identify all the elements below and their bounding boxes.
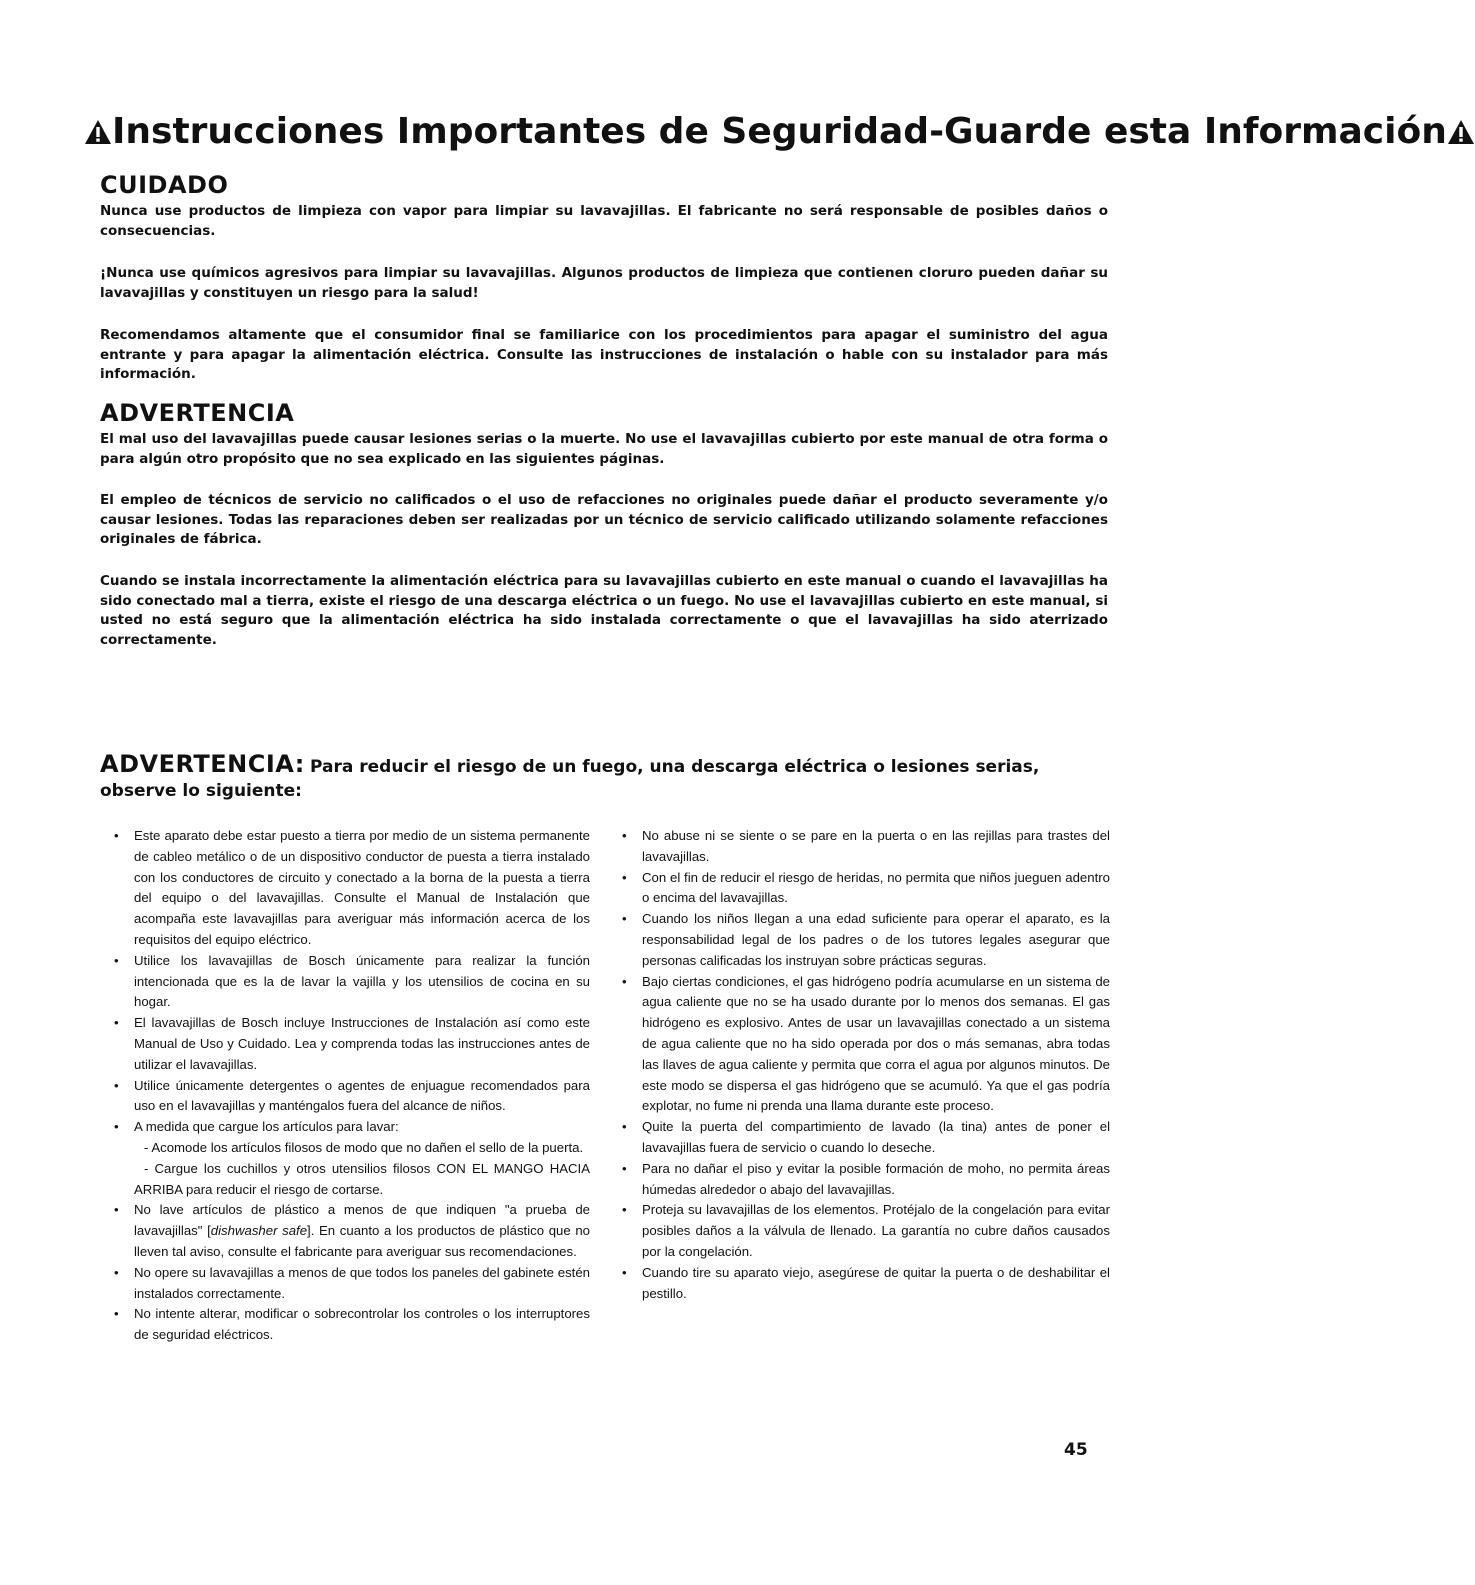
list-item [114, 1013, 590, 1075]
bullet: • [622, 828, 627, 843]
sub-list-item: - Cargue los cuchillos y otros utensilios filosos CON EL MANGO HACIA ARRIBA para reducir el riesgo de cortarse. [134, 1160, 590, 1197]
bullet: • [114, 1202, 119, 1218]
list-item-text: No opere su lavavajillas a menos de que todos los paneles del gabinete estén instalados correctamente. [134, 1264, 590, 1301]
page-number: 45 [1064, 1440, 1088, 1460]
cuidado-paragraph: Recomendamos altamente que el consumidor final se familiarice con los procedimientos para apagar el suministro del agua entrante y para apagar la alimentación eléctrica. Consulte las instrucciones de instalación o hable con su instalador para más información. [100, 327, 1108, 382]
advertencia-heading: ADVERTENCIA [100, 399, 295, 427]
list-item-text: Proteja su lavavajillas de los elementos. Protéjalo de la congelación para evitar posibles daños a la válvula de llenado. La garantía no cubre daños causados por la congelación. [642, 1202, 1110, 1259]
advertencia-paragraph: El mal uso del lavavajillas puede causar lesiones serias o la muerte. No use el lavavajillas cubierto por este manual de otra forma o para algún otro propósito que no sea explicado en las siguientes páginas. [100, 431, 1108, 467]
list-item [622, 1159, 1110, 1201]
list-item [114, 1263, 590, 1305]
list-item [622, 868, 1110, 910]
list-item-text: Este aparato debe estar puesto a tierra por medio de un sistema permanente de cableo metálico o de un dispositivo conductor de puesta a tierra instalado con los conductores de circuito y conectado a la borna de la puesta a tierra del equipo o del lavavajillas. Consulte el Manual de Instalación que acompaña este lavavajillas para averiguar más información acerca de los requisitos del equipo eléctrico. [134, 828, 590, 947]
list-item [114, 951, 590, 1013]
list-item-text: Cuando tire su aparato viejo, asegúrese de quitar la puerta o de deshabilitar el pestillo. [642, 1264, 1110, 1301]
advertencia-paragraph: El empleo de técnicos de servicio no calificados o el uso de refacciones no originales puede dañar el producto severamente y/o causar lesiones. Todas las reparaciones deben ser realizadas por un técnico de servicio calificado utilizando solamente refacciones originales de fábrica. [100, 492, 1108, 547]
bullet: • [114, 1264, 119, 1280]
list-item-text: Con el fin de reducir el riesgo de heridas, no permita que niños jueguen adentro o encima del lavavajillas. [642, 869, 1110, 906]
warning-triangle-icon [1447, 119, 1475, 145]
list-item-text: No lave artículos de plástico a menos de que indiquen "a prueba de lavavajillas" [ [134, 1202, 590, 1239]
safety-list-right [622, 826, 1110, 1304]
bullet: • [622, 1119, 627, 1135]
list-item [622, 826, 1110, 868]
bullet: • [622, 1202, 627, 1218]
list-item-text: Utilice únicamente detergentes o agentes de enjuague recomendados para uso en el lavavajillas y manténgalos fuera del alcance de niños. [134, 1077, 590, 1114]
list-item [622, 1117, 1110, 1159]
list-item [114, 1200, 590, 1262]
list-item-italic-text: dishwasher safe [210, 1223, 308, 1239]
list-item [622, 909, 1110, 971]
bullet: • [622, 911, 627, 927]
bullet: • [622, 1264, 627, 1280]
list-item-text: El lavavajillas de Bosch incluye Instrucciones de Instalación así como este Manual de Uso y Cuidado. Lea y comprenda todas las instrucciones antes de utilizar el lavavajillas. [134, 1015, 590, 1072]
page-title-text: Instrucciones Importantes de Seguridad-Guarde esta Información [112, 111, 1447, 152]
warning-triangle-icon [84, 119, 112, 145]
advertencia-lead-text: Para reducir el riesgo de un fuego, una descarga eléctrica o lesiones serias, observe lo siguiente: [100, 757, 1040, 801]
list-item [622, 1200, 1110, 1262]
list-item [114, 1304, 590, 1346]
bullet: • [622, 973, 627, 989]
sub-list-item: - Acomode los artículos filosos de modo que no dañen el sello de la puerta. [144, 1139, 584, 1155]
cuidado-paragraph: ¡Nunca use químicos agresivos para limpiar su lavavajillas. Algunos productos de limpieza que contienen cloruro pueden dañar su lavavajillas y constituyen un riesgo para la salud! [100, 265, 1108, 301]
safety-list-left [114, 826, 590, 1346]
advertencia-label: ADVERTENCIA: [100, 750, 305, 778]
list-item [114, 1076, 590, 1118]
list-item-text: A medida que cargue los artículos para lavar: [134, 1119, 399, 1135]
list-item-text: Utilice los lavavajillas de Bosch únicamente para realizar la función intencionada que es la de lavar la vajilla y los utensilios de cocina en su hogar. [134, 952, 590, 1010]
list-item-text: Quite la puerta del compartimiento de lavado (la tina) antes de poner el lavavajillas fuera de servicio o cuando lo deseche. [642, 1119, 1110, 1155]
list-item-text: No intente alterar, modificar o sobrecontrolar los controles o los interruptores de seguridad eléctricos. [134, 1306, 590, 1343]
bullet: • [114, 1306, 119, 1322]
list-item-text: Bajo ciertas condiciones, el gas hidrógeno podría acumularse en un sistema de agua caliente que no se ha usado durante por lo menos dos semanas. El gas hidrógeno es explosivo. Antes de usar un lavavajillas conectado a un sistema de agua caliente que no ha sido operada por dos o más semanas, abra todas las llaves de agua caliente y permita que corra el agua por algunos minutos. De este modo se dispersa el gas hidrógeno que se acumuló. Ya que el gas podría explotar, no fume ni prenda una llama durante este proceso. [642, 973, 1110, 1114]
list-item-text: No abuse ni se siente o se pare en la puerta o en las rejillas para trastes del lavavajillas. [642, 828, 1110, 864]
page-title [84, 108, 1447, 156]
bullet: • [114, 1015, 119, 1031]
bullet: • [114, 1077, 119, 1093]
cuidado-heading: CUIDADO [100, 171, 229, 199]
list-item-text: Cuando los niños llegan a una edad suficiente para operar el aparato, es la responsabilidad legal de los padres o de los tutores legales asegurar que personas calificadas los instruyan sobre prácticas seguras. [642, 911, 1110, 968]
bullet: • [114, 952, 119, 968]
list-item [114, 826, 590, 951]
bullet: • [114, 1119, 119, 1135]
list-item-text: Para no dañar el piso y evitar la posible formación de moho, no permita áreas húmedas alrededor o abajo del lavavajillas. [642, 1160, 1110, 1197]
list-item [114, 1117, 590, 1200]
bullet: • [114, 828, 119, 843]
list-item [622, 1263, 1110, 1305]
bullet: • [622, 869, 627, 885]
list-item-text: ]. En cuanto a los productos de plástico que no lleven tal aviso, consulte el fabricante para averiguar sus recomendaciones. [134, 1223, 591, 1259]
advertencia-observe-heading [100, 752, 1100, 803]
bullet: • [622, 1160, 627, 1176]
advertencia-paragraph: Cuando se instala incorrectamente la alimentación eléctrica para su lavavajillas cubierto en este manual o cuando el lavavajillas ha sido conectado mal a tierra, existe el riesgo de una descarga eléctrica o un fuego. No use el lavavajillas cubierto en este manual, si usted no está seguro que la alimentación eléctrica ha sido instalada correctamente o que el lavavajillas ha sido aterrizado correctamente. [100, 573, 1108, 648]
cuidado-paragraph: Nunca use productos de limpieza con vapor para limpiar su lavavajillas. El fabricante no será responsable de posibles daños o consecuencias. [100, 203, 1108, 239]
list-item [622, 972, 1110, 1118]
